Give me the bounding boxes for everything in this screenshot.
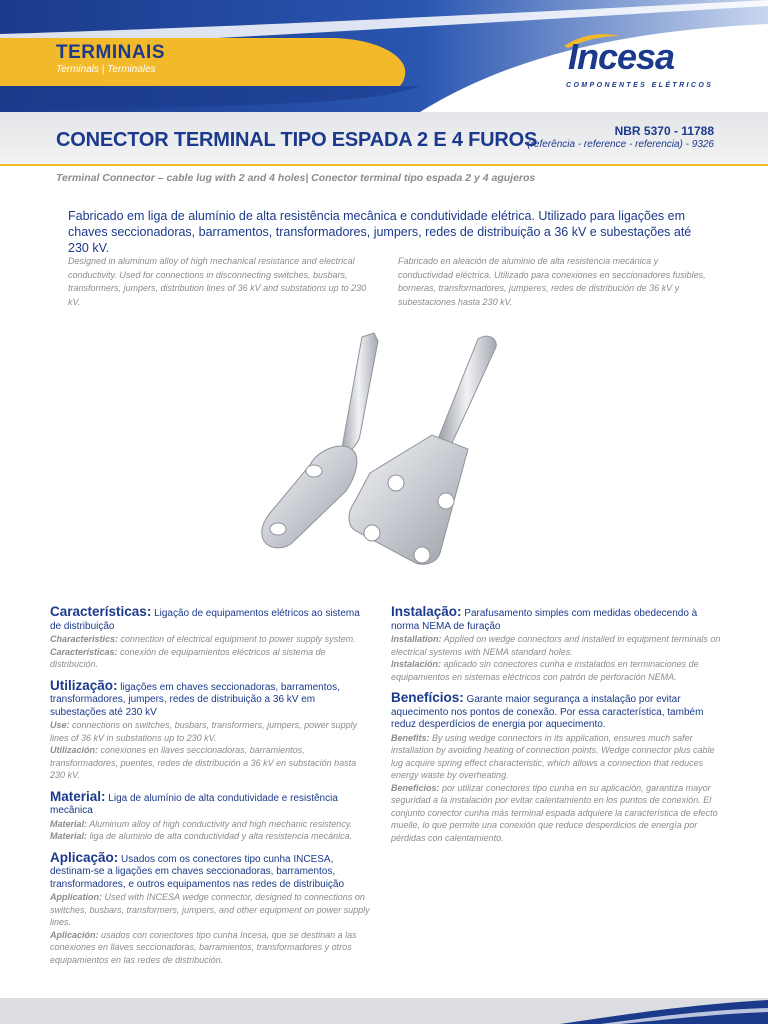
- section-heading: Material:: [50, 788, 106, 804]
- section-text-es: usados con conectores tipo cunha Incesa, que se destinan a las conexiones en llaves seccionadoras, barramientos, transformadores y otros equipamientos en las redes de distribución.: [50, 929, 357, 965]
- section-label-en: Use:: [50, 720, 70, 730]
- section-aplicacao: [50, 849, 370, 967]
- section-heading: Instalação:: [391, 604, 462, 619]
- intro-spanish: Fabricado en aleación de aluminio de alta resistencia mecánica y conductividad eléctrica. Utilizado para conexiones en seccionadores fusibles, borneras, transformadores, jumperes, redes de distribución de 36 kV y subestaciones hasta 230 kV.: [398, 256, 706, 307]
- section-text-es: conexiones en llaves seccionadoras, barramientos, transformadores, puentes, redes de distribución a 36 kV en substación hasta 230 kV.: [50, 745, 357, 780]
- footer-band: [0, 998, 768, 1024]
- section-text-pt: Garante maior segurança a instalação por evitar aquecimento nos pontos de conexão. Por essa característica, também reduz desperdícios de energia por aquecimento.: [391, 694, 704, 730]
- section-text-es: aplicado sin conectores cunha e instalados en terminaciones de equipamientos en sistemas eléctricos con patrón de perforación NEMA.: [391, 659, 699, 682]
- title-divider: [0, 164, 768, 166]
- section-label-es: Características:: [50, 646, 118, 657]
- section-text-en: connections on switches, busbars, transformers, jumpers, power supply lines of 36 kV in substations up to 230 kV.: [50, 720, 358, 743]
- section-label-es: Instalación:: [391, 659, 442, 669]
- section-heading: Características:: [50, 604, 152, 619]
- section-heading: Benefícios:: [391, 690, 464, 705]
- section-heading: Utilização:: [50, 677, 118, 693]
- category-subtitle: Terminals | Terminales: [56, 64, 156, 75]
- product-image: [250, 325, 520, 585]
- section-text-pt: Liga de alumínio de alta condutividade e resistência mecânica: [50, 792, 338, 816]
- section-text-pt: Ligação de equipamentos elétricos ao sistema de distribuição: [50, 608, 360, 632]
- section-instalacao: [391, 606, 721, 683]
- section-text-es: por utilizar conectores tipo cunha en su aplicación, garantiza mayor seguridad a la instalación por evitar calentamiento en los puntos de conexión. El conjunto conector cunha más terminal espada adquiere la característica de efecto muelle, lo que permite una conexión que reduce desperdicios de energía por pérdidas con calentamiento.: [391, 782, 718, 843]
- product-subtitle: Terminal Connector – cable lug with 2 and 4 holes| Conector terminal tipo espada 2 y 4 agujeros: [56, 172, 536, 184]
- section-text-en: By using wedge connectors in its application, ensures much safer installation by avoiding heating of connection points. Wedge connector plus cable lug acquire spring effect characteristic, which allows a connection that reduces energy waste by overheating.: [391, 732, 715, 780]
- section-text-pt: Parafusamento simples com medidas obedecendo à norma NEMA de furação: [391, 608, 698, 632]
- section-text-en: Applied on wedge connectors and installed in equipment terminals on electrical systems with NEMA standard holes.: [391, 634, 721, 657]
- section-text-en: connection of electrical equipment to power supply system.: [118, 634, 356, 644]
- category-title: TERMINAIS: [56, 42, 165, 63]
- section-beneficios: [391, 692, 721, 844]
- reference-number: (referência - reference - referencia) - 9326: [527, 139, 714, 150]
- logo-tagline: COMPONENTES ELÉTRICOS: [566, 82, 714, 89]
- section-label-es: Material:: [50, 831, 88, 841]
- section-text-es: liga de aluminio de alta conductividad y alta resistencia mecánica.: [87, 831, 353, 841]
- section-text-pt: ligações em chaves seccionadoras, barramentos, transformadores, jumpers, redes de distribuição a 36 kV em subestações até 230 kV: [50, 681, 340, 718]
- right-column: [391, 606, 721, 853]
- section-label-en: Application:: [50, 892, 102, 902]
- header-band: [0, 0, 768, 112]
- left-column: [50, 606, 370, 975]
- section-text-pt: Usados com os conectores tipo cunha INCESA, destinam-se a ligações em chaves seccionadoras, barramentos, transformadores, e outros equipamentos nas redes de distribuição: [50, 853, 345, 890]
- intro-english: Designed in aluminum alloy of high mechanical resistance and electrical conductivity. Used for connections in disconnecting switches, busbars, transformers, jumpers, distribution lines of 36 kV and substations up to 230 kV.: [68, 256, 367, 307]
- terminal-connector-illustration: [250, 325, 520, 585]
- norm-number: NBR 5370 - 11788: [614, 124, 714, 138]
- section-label-en: Material:: [50, 818, 88, 829]
- section-label-en: Benefits:: [391, 732, 430, 743]
- section-utilizacao: [50, 677, 370, 782]
- section-text-en: Aluminum alloy of high conductivity and high mechanic resistency.: [87, 818, 353, 829]
- section-heading: Aplicação:: [50, 849, 119, 865]
- section-label-es: Utilización:: [50, 745, 99, 755]
- section-label-en: Installation:: [391, 634, 442, 644]
- section-text-es: conexión de equipamientos eléctricos al sistema de distribución.: [50, 646, 326, 669]
- section-label-en: Characteristics:: [50, 634, 119, 644]
- logo-wordmark: Incesa: [568, 36, 675, 77]
- section-text-en: Used with INCESA wedge connector, designed to connections on switches, busbars, transformers, jumpers, and other equipment on power supply lines.: [50, 892, 370, 927]
- intro-portuguese: Fabricado em liga de alumínio de alta resistência mecânica e condutividade elétrica. Utilizado para ligações em chaves seccionadoras, barramentos, transformadores, jumpers, redes de distribuição a 36 kV e subestações até 230 kV.: [68, 209, 692, 255]
- section-material: [50, 788, 370, 843]
- footer-swoosh-graphic: [0, 998, 768, 1024]
- section-label-es: Aplicación:: [50, 929, 99, 940]
- section-label-es: Beneficios:: [391, 782, 440, 793]
- incesa-logo: [548, 36, 728, 94]
- section-caracteristicas: [50, 606, 370, 671]
- product-title: CONECTOR TERMINAL TIPO ESPADA 2 E 4 FUROS: [56, 129, 538, 151]
